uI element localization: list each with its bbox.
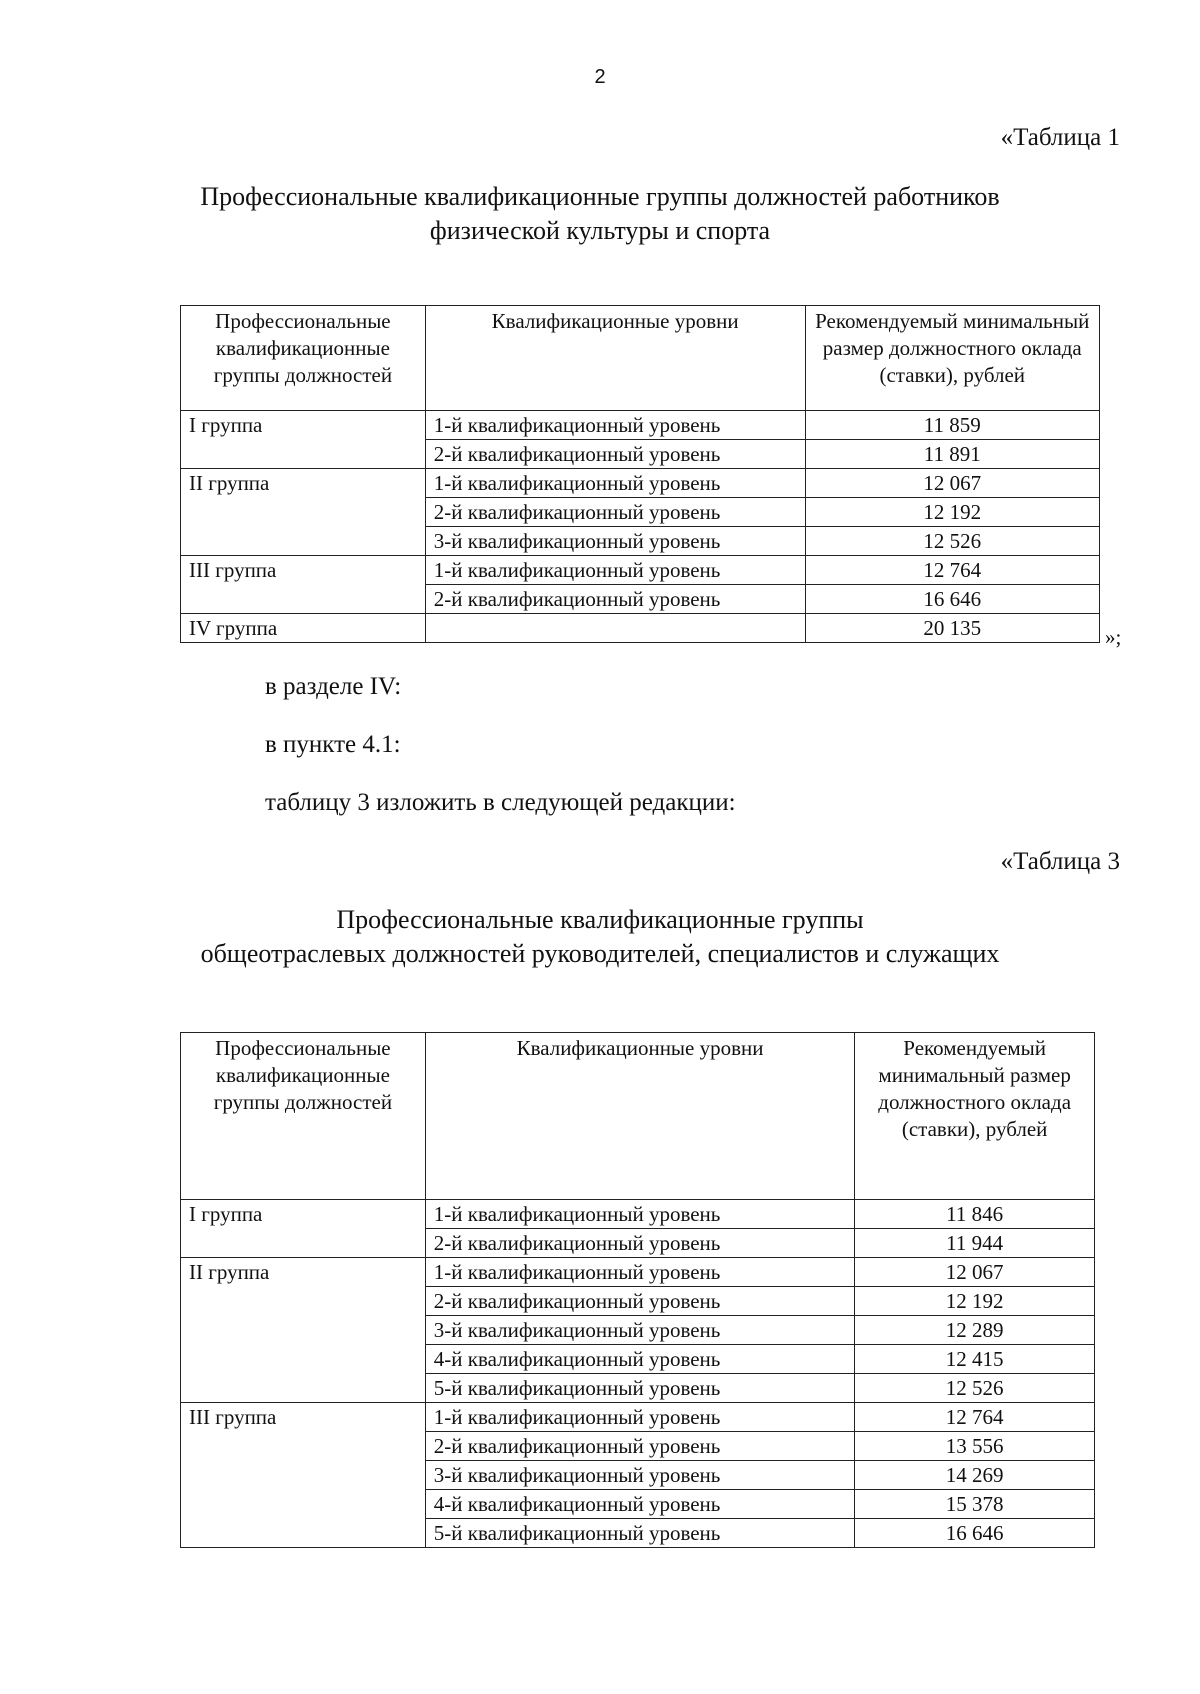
salary-value-cell: 12 192 xyxy=(855,1287,1095,1316)
level-cell: 5-й квалификационный уровень xyxy=(425,1519,855,1548)
level-cell: 1-й квалификационный уровень xyxy=(425,1258,855,1287)
table1-title-line1: Профессиональные квалификационные группы должностей работников xyxy=(200,182,1000,211)
page-number: 2 xyxy=(594,66,606,88)
salary-value-cell: 12 526 xyxy=(855,1374,1095,1403)
salary-value-cell: 12 067 xyxy=(855,1258,1095,1287)
salary-value-cell: 12 764 xyxy=(805,556,1100,585)
group-name-cell: I группа xyxy=(181,1200,426,1258)
salary-value-cell: 20 135 xyxy=(805,614,1100,643)
salary-value-cell: 11 846 xyxy=(855,1200,1095,1229)
level-cell: 4-й квалификационный уровень xyxy=(425,1490,855,1519)
table1 xyxy=(180,305,1100,643)
level-cell: 1-й квалификационный уровень xyxy=(425,1403,855,1432)
table1-header-salary: Рекомендуемый минимальный размер должностного оклада (ставки), рублей xyxy=(805,306,1100,411)
table3-body xyxy=(181,1200,1095,1548)
level-cell: 2-й квалификационный уровень xyxy=(425,1229,855,1258)
salary-value-cell: 15 378 xyxy=(855,1490,1095,1519)
table1-title xyxy=(0,180,1200,248)
salary-value-cell: 16 646 xyxy=(855,1519,1095,1548)
table3-title-line2: общеотраслевых должностей руководителей, специалистов и служащих xyxy=(200,939,1000,968)
group-name-cell: II группа xyxy=(181,1258,426,1403)
salary-value-cell: 12 415 xyxy=(855,1345,1095,1374)
table-row xyxy=(181,1403,1095,1432)
level-cell: 1-й квалификационный уровень xyxy=(425,411,805,440)
table3-header-levels: Квалификационные уровни xyxy=(425,1033,855,1200)
salary-value-cell: 11 944 xyxy=(855,1229,1095,1258)
table1-body xyxy=(181,411,1100,643)
salary-value-cell: 13 556 xyxy=(855,1432,1095,1461)
paragraph-section: в разделе IV: xyxy=(265,673,402,700)
paragraph-instruction: таблицу 3 изложить в следующей редакции: xyxy=(265,789,736,816)
level-cell: 2-й квалификационный уровень xyxy=(425,585,805,614)
level-cell: 1-й квалификационный уровень xyxy=(425,556,805,585)
table3-caption: «Таблица 3 xyxy=(1000,848,1120,875)
salary-value-cell: 14 269 xyxy=(855,1461,1095,1490)
table3-title-line1: Профессиональные квалификационные группы xyxy=(336,905,864,934)
salary-value-cell: 12 067 xyxy=(805,469,1100,498)
table3-header-salary: Рекомендуемый минимальный размер должностного оклада (ставки), рублей xyxy=(855,1033,1095,1200)
level-cell: 2-й квалификационный уровень xyxy=(425,1287,855,1316)
level-cell: 3-й квалификационный уровень xyxy=(425,1316,855,1345)
salary-value-cell: 12 192 xyxy=(805,498,1100,527)
group-name-cell: IV группа xyxy=(181,614,426,643)
table3-header-row xyxy=(181,1033,1095,1200)
table1-closing-quote: »; xyxy=(1105,625,1122,649)
level-cell: 2-й квалификационный уровень xyxy=(425,498,805,527)
group-name-cell: III группа xyxy=(181,556,426,614)
table1-header-row xyxy=(181,306,1100,411)
table1-header-group: Профессиональные квалификационные группы должностей xyxy=(181,306,426,411)
salary-value-cell: 12 526 xyxy=(805,527,1100,556)
salary-value-cell: 11 891 xyxy=(805,440,1100,469)
table1-header-levels: Квалификационные уровни xyxy=(425,306,805,411)
level-cell: 1-й квалификационный уровень xyxy=(425,469,805,498)
salary-value-cell: 12 289 xyxy=(855,1316,1095,1345)
level-cell: 3-й квалификационный уровень xyxy=(425,527,805,556)
table-row xyxy=(181,469,1100,498)
group-name-cell: I группа xyxy=(181,411,426,469)
level-cell: 5-й квалификационный уровень xyxy=(425,1374,855,1403)
table-row xyxy=(181,614,1100,643)
table3-header-group: Профессиональные квалификационные группы должностей xyxy=(181,1033,426,1200)
table-row xyxy=(181,411,1100,440)
level-cell: 4-й квалификационный уровень xyxy=(425,1345,855,1374)
table1-title-line2: физической культуры и спорта xyxy=(429,216,771,245)
level-cell: 2-й квалификационный уровень xyxy=(425,1432,855,1461)
group-name-cell: III группа xyxy=(181,1403,426,1548)
paragraph-item: в пункте 4.1: xyxy=(265,731,401,758)
salary-value-cell: 16 646 xyxy=(805,585,1100,614)
level-cell xyxy=(425,614,805,643)
salary-value-cell: 12 764 xyxy=(855,1403,1095,1432)
table-row xyxy=(181,1258,1095,1287)
salary-value-cell: 11 859 xyxy=(805,411,1100,440)
group-name-cell: II группа xyxy=(181,469,426,556)
table3 xyxy=(180,1032,1095,1548)
level-cell: 3-й квалификационный уровень xyxy=(425,1461,855,1490)
table-row xyxy=(181,1200,1095,1229)
level-cell: 2-й квалификационный уровень xyxy=(425,440,805,469)
table3-title xyxy=(0,903,1200,971)
level-cell: 1-й квалификационный уровень xyxy=(425,1200,855,1229)
table1-caption: «Таблица 1 xyxy=(1000,124,1120,151)
table-row xyxy=(181,556,1100,585)
